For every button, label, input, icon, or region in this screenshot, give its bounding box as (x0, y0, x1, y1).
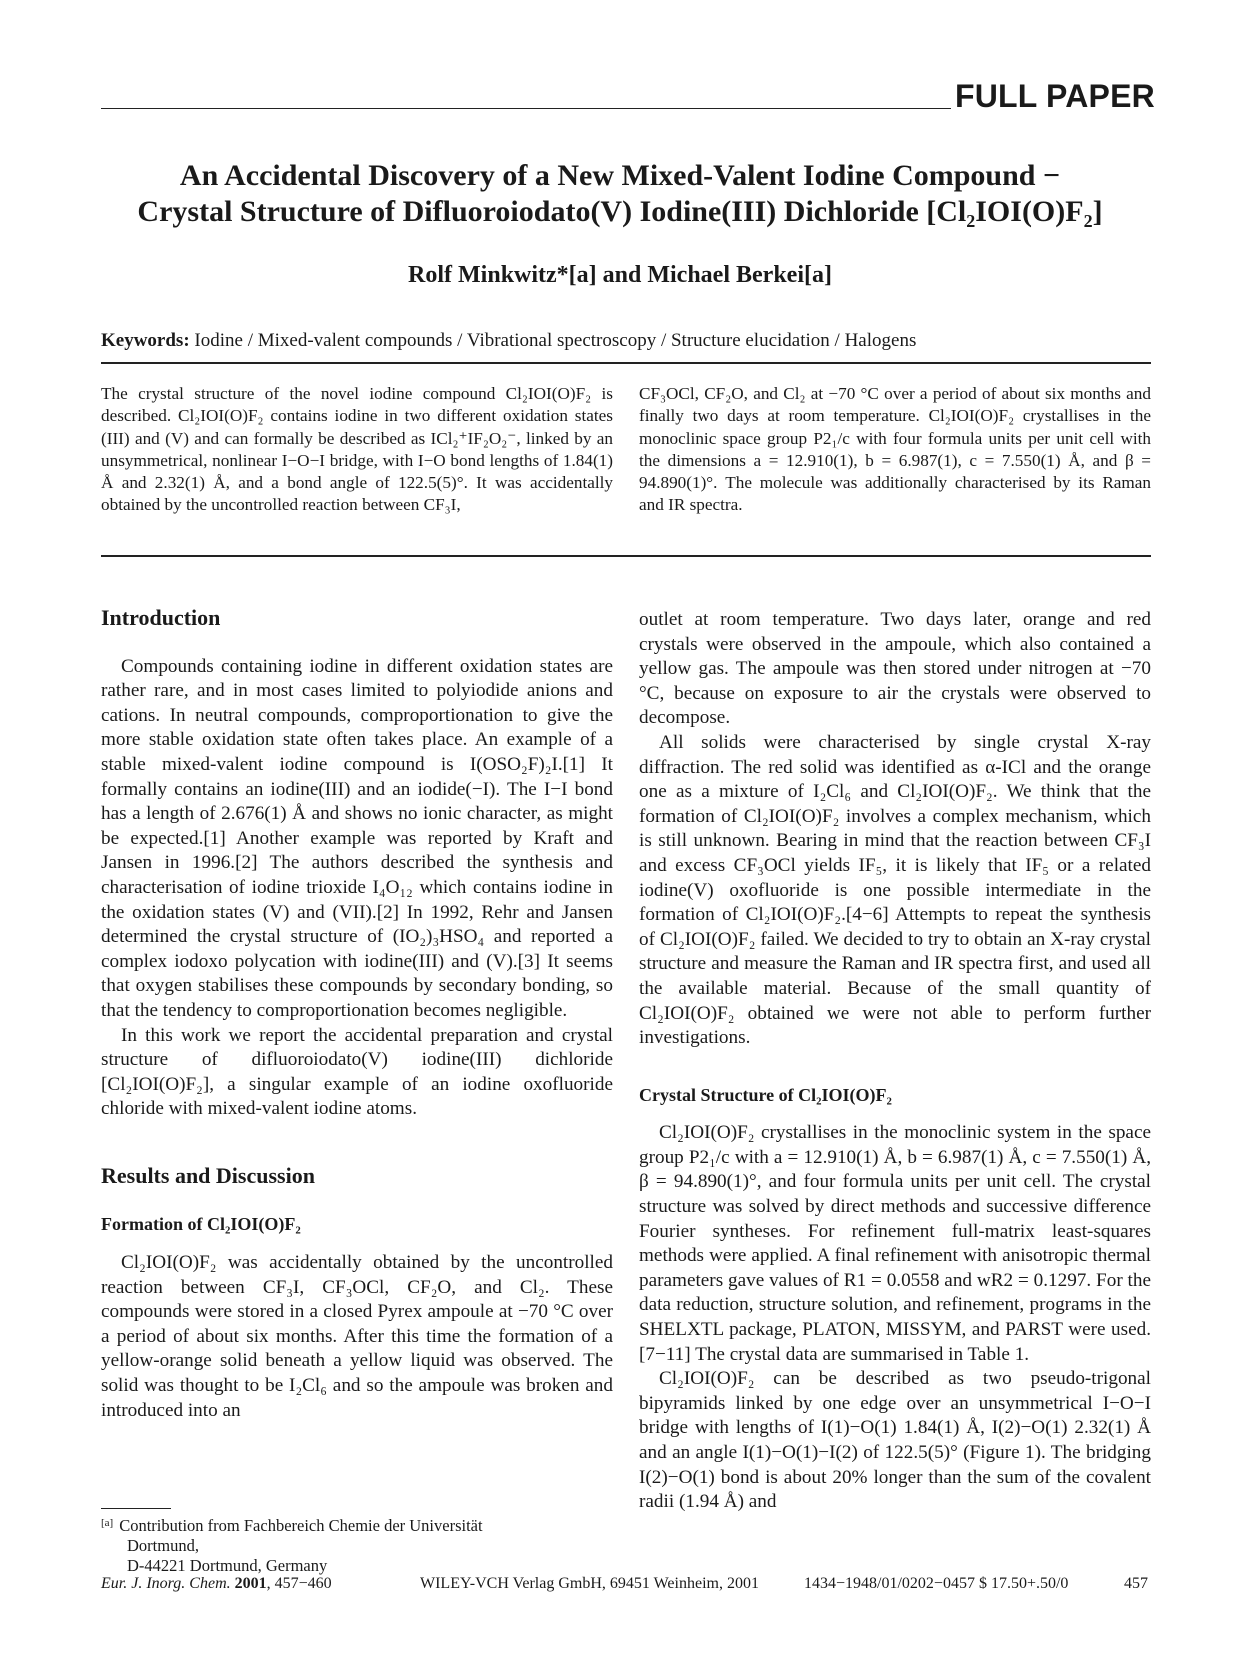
introduction-paragraph-2: In this work we report the accidental preparation and crystal structure of difluoroiodato(V) iodine(III) dichloride [Cl₂IOI(O)F₂], a singular example of an iodine oxofluoride chloride with mixed-valent iodine atoms. (101, 1024, 613, 1120)
formation-paragraph-1: Cl₂IOI(O)F₂ was accidentally obtained by the uncontrolled reaction between CF₃I, CF₃OCl, CF₂O, and Cl₂. These compounds were stored in a closed Pyrex ampoule at −70 °C over a period of about six months. After this time the formation of a yellow-orange solid beneath a yellow liquid was observed. The solid was thought to be I₂Cl₆ and so the ampoule was broken and introduced into an (101, 1252, 613, 1421)
results-heading: Results and Discussion (101, 1162, 315, 1188)
section-gap (639, 1051, 1151, 1083)
crystal-structure-paragraph-2: Cl₂IOI(O)F₂ can be described as two pseudo-trigonal bipyramids linked by one edge over an unsymmetrical I−O−I bridge with lengths of I(1)−O(1) 1.84(1) Å, I(2)−O(1) 2.32(1) Å and an angle I(1)−O(1)−I(2) of 122.5(5)° (Figure 1). The bridging I(2)−O(1) bond is about 20% longer than the sum of the covalent radii (1.94 Å) and (639, 1368, 1151, 1513)
affiliation-footnote (101, 1513, 613, 1576)
journal-year: 2001 (234, 1575, 267, 1592)
title-line-2: Crystal Structure of Difluoroiodato(V) Iodine(III) Dichloride [Cl₂IOI(O)F₂] (137, 195, 1103, 228)
crystal-structure-heading: Crystal Structure of Cl₂IOI(O)F₂ (639, 1084, 892, 1105)
footnote-marker: [a] (101, 1517, 114, 1529)
section-tag: FULL PAPER (955, 78, 1155, 114)
journal-citation (101, 1575, 332, 1593)
issn-line: 1434−1948/01/0202−0457 $ 17.50+.50/0 (804, 1575, 1069, 1592)
formation-heading: Formation of Cl₂IOI(O)F₂ (101, 1214, 301, 1235)
body-column-right (639, 608, 1151, 1515)
body-column-left (101, 606, 613, 1423)
title-line-1: An Accidental Discovery of a New Mixed-Valent Iodine Compound − (179, 159, 1061, 192)
article-title (100, 158, 1140, 230)
formation-paragraph-1-continued: outlet at room temperature. Two days later, orange and red crystals were observed in the ampoule, which also contained a yellow gas. The ampoule was then stored under nitrogen at −70 °C, because on exposure to air the crystals were observed to decompose. (639, 609, 1151, 729)
introduction-heading: Introduction (101, 605, 221, 630)
header-rule (101, 108, 951, 109)
journal-name: Eur. J. Inorg. Chem. (101, 1575, 231, 1592)
publisher-line: WILEY-VCH Verlag GmbH, 69451 Weinheim, 2001 (420, 1575, 759, 1592)
introduction-paragraph-1: Compounds containing iodine in different oxidation states are rather rare, and in most cases limited to polyiodide anions and cations. In neutral compounds, comproportionation to give the more stable oxidation state often takes place. An example of a stable mixed-valent iodine compound is I(OSO₂F)₂I.[1] It formally contains an iodine(III) and an iodide(−I). The I−I bond has a length of 2.676(1) Å and shows no ionic character, as might be expected.[1] Another example was reported by Kraft and Jansen in 1996.[2] The authors described the synthesis and characterisation of iodine trioxide I₄O₁₂ which contains iodine in the oxidation states (V) and (VII).[2] In 1992, Rehr and Jansen determined the crystal structure of (IO₂)₃HSO₄ and reported a complex iodoxo polycation with iodine(III) and (V).[3] It seems that oxygen stabilises these compounds by secondary bonding, so that the tendency to comproportionation becomes negligible. (101, 655, 613, 1021)
keywords-text: Iodine / Mixed-valent compounds / Vibrational spectroscopy / Structure elucidation / Halogens (194, 330, 917, 351)
footnote-line-1: [a] Contribution from Fachbereich Chemie der Universität (101, 1516, 483, 1535)
abstract-top-rule (101, 362, 1151, 364)
keywords (101, 330, 1151, 352)
formation-paragraph-2: All solids were characterised by single crystal X-ray diffraction. The red solid was identified as α-ICl and the orange one as a mixture of I₂Cl₆ and Cl₂IOI(O)F₂. We think that the formation of Cl₂IOI(O)F₂ involves a complex mechanism, which is still unknown. Bearing in mind that the reaction between CF₃I and excess CF₃OCl yields IF₅, it is likely that IF₅ or a related iodine(V) oxofluoride is one possible intermediate in the formation of Cl₂IOI(O)F₂.[4−6] Attempts to repeat the synthesis of Cl₂IOI(O)F₂ failed. We decided to try to obtain an X-ray crystal structure and measure the Raman and IR spectra first, and used all the available material. Because of the small quantity of Cl₂IOI(O)F₂ obtained we were not able to perform further investigations. (639, 731, 1151, 1049)
footnote-rule (101, 1508, 171, 1509)
crystal-structure-paragraph-1: Cl₂IOI(O)F₂ crystallises in the monoclinic system in the space group P2₁/c with a = 12.910(1) Å, b = 6.987(1) Å, c = 7.550(1) Å, β = 94.890(1)°, and four formula units per unit cell. The crystal structure was solved by direct methods and successive difference Fourier syntheses. For refinement full-matrix least-squares methods were applied. A final refinement with anisotropic thermal parameters gave values of R1 = 0.0558 and wR2 = 0.1297. For the data reduction, structure solution, and refinement, programs in the SHELXTL package, PLATON, MISSYM, and PARST were used.[7−11] The crystal data are summarised in Table 1. (639, 1122, 1151, 1365)
author-list: Rolf Minkwitz*[a] and Michael Berkei[a] (408, 262, 832, 288)
section-gap (101, 1122, 613, 1164)
footnote-line-2: Dortmund, (127, 1536, 199, 1555)
abstract-bottom-rule (101, 555, 1151, 557)
abstract-column-right: CF₃OCl, CF₂O, and Cl₂ at −70 °C over a period of about six months and finally two days at room temperature. Cl₂IOI(O)F₂ crystallises in the monoclinic space group P2₁/c with four formula units per unit cell with the dimensions a = 12.910(1), b = 6.987(1), c = 7.550(1) Å, and β = 94.890(1)°. The molecule was additionally characterised by its Raman and IR spectra. (639, 384, 1151, 515)
footnote-line-3: D-44221 Dortmund, Germany (127, 1556, 328, 1575)
journal-pages: , 457−460 (266, 1575, 332, 1592)
keywords-label: Keywords: (101, 330, 190, 351)
page-number: 457 (1124, 1575, 1148, 1592)
abstract-column-left: The crystal structure of the novel iodine compound Cl₂IOI(O)F₂ is described. Cl₂IOI(O)F₂ contains iodine in two different oxidation states (III) and (V) and can formally be described as ICl₂⁺IF₂O₂⁻, linked by an unsymmetrical, nonlinear I−O−I bridge, with I−O bond lengths of 1.84(1) Å and 2.32(1) Å, and a bond angle of 122.5(5)°. It was accidentally obtained by the uncontrolled reaction between CF₃I, (101, 384, 613, 515)
